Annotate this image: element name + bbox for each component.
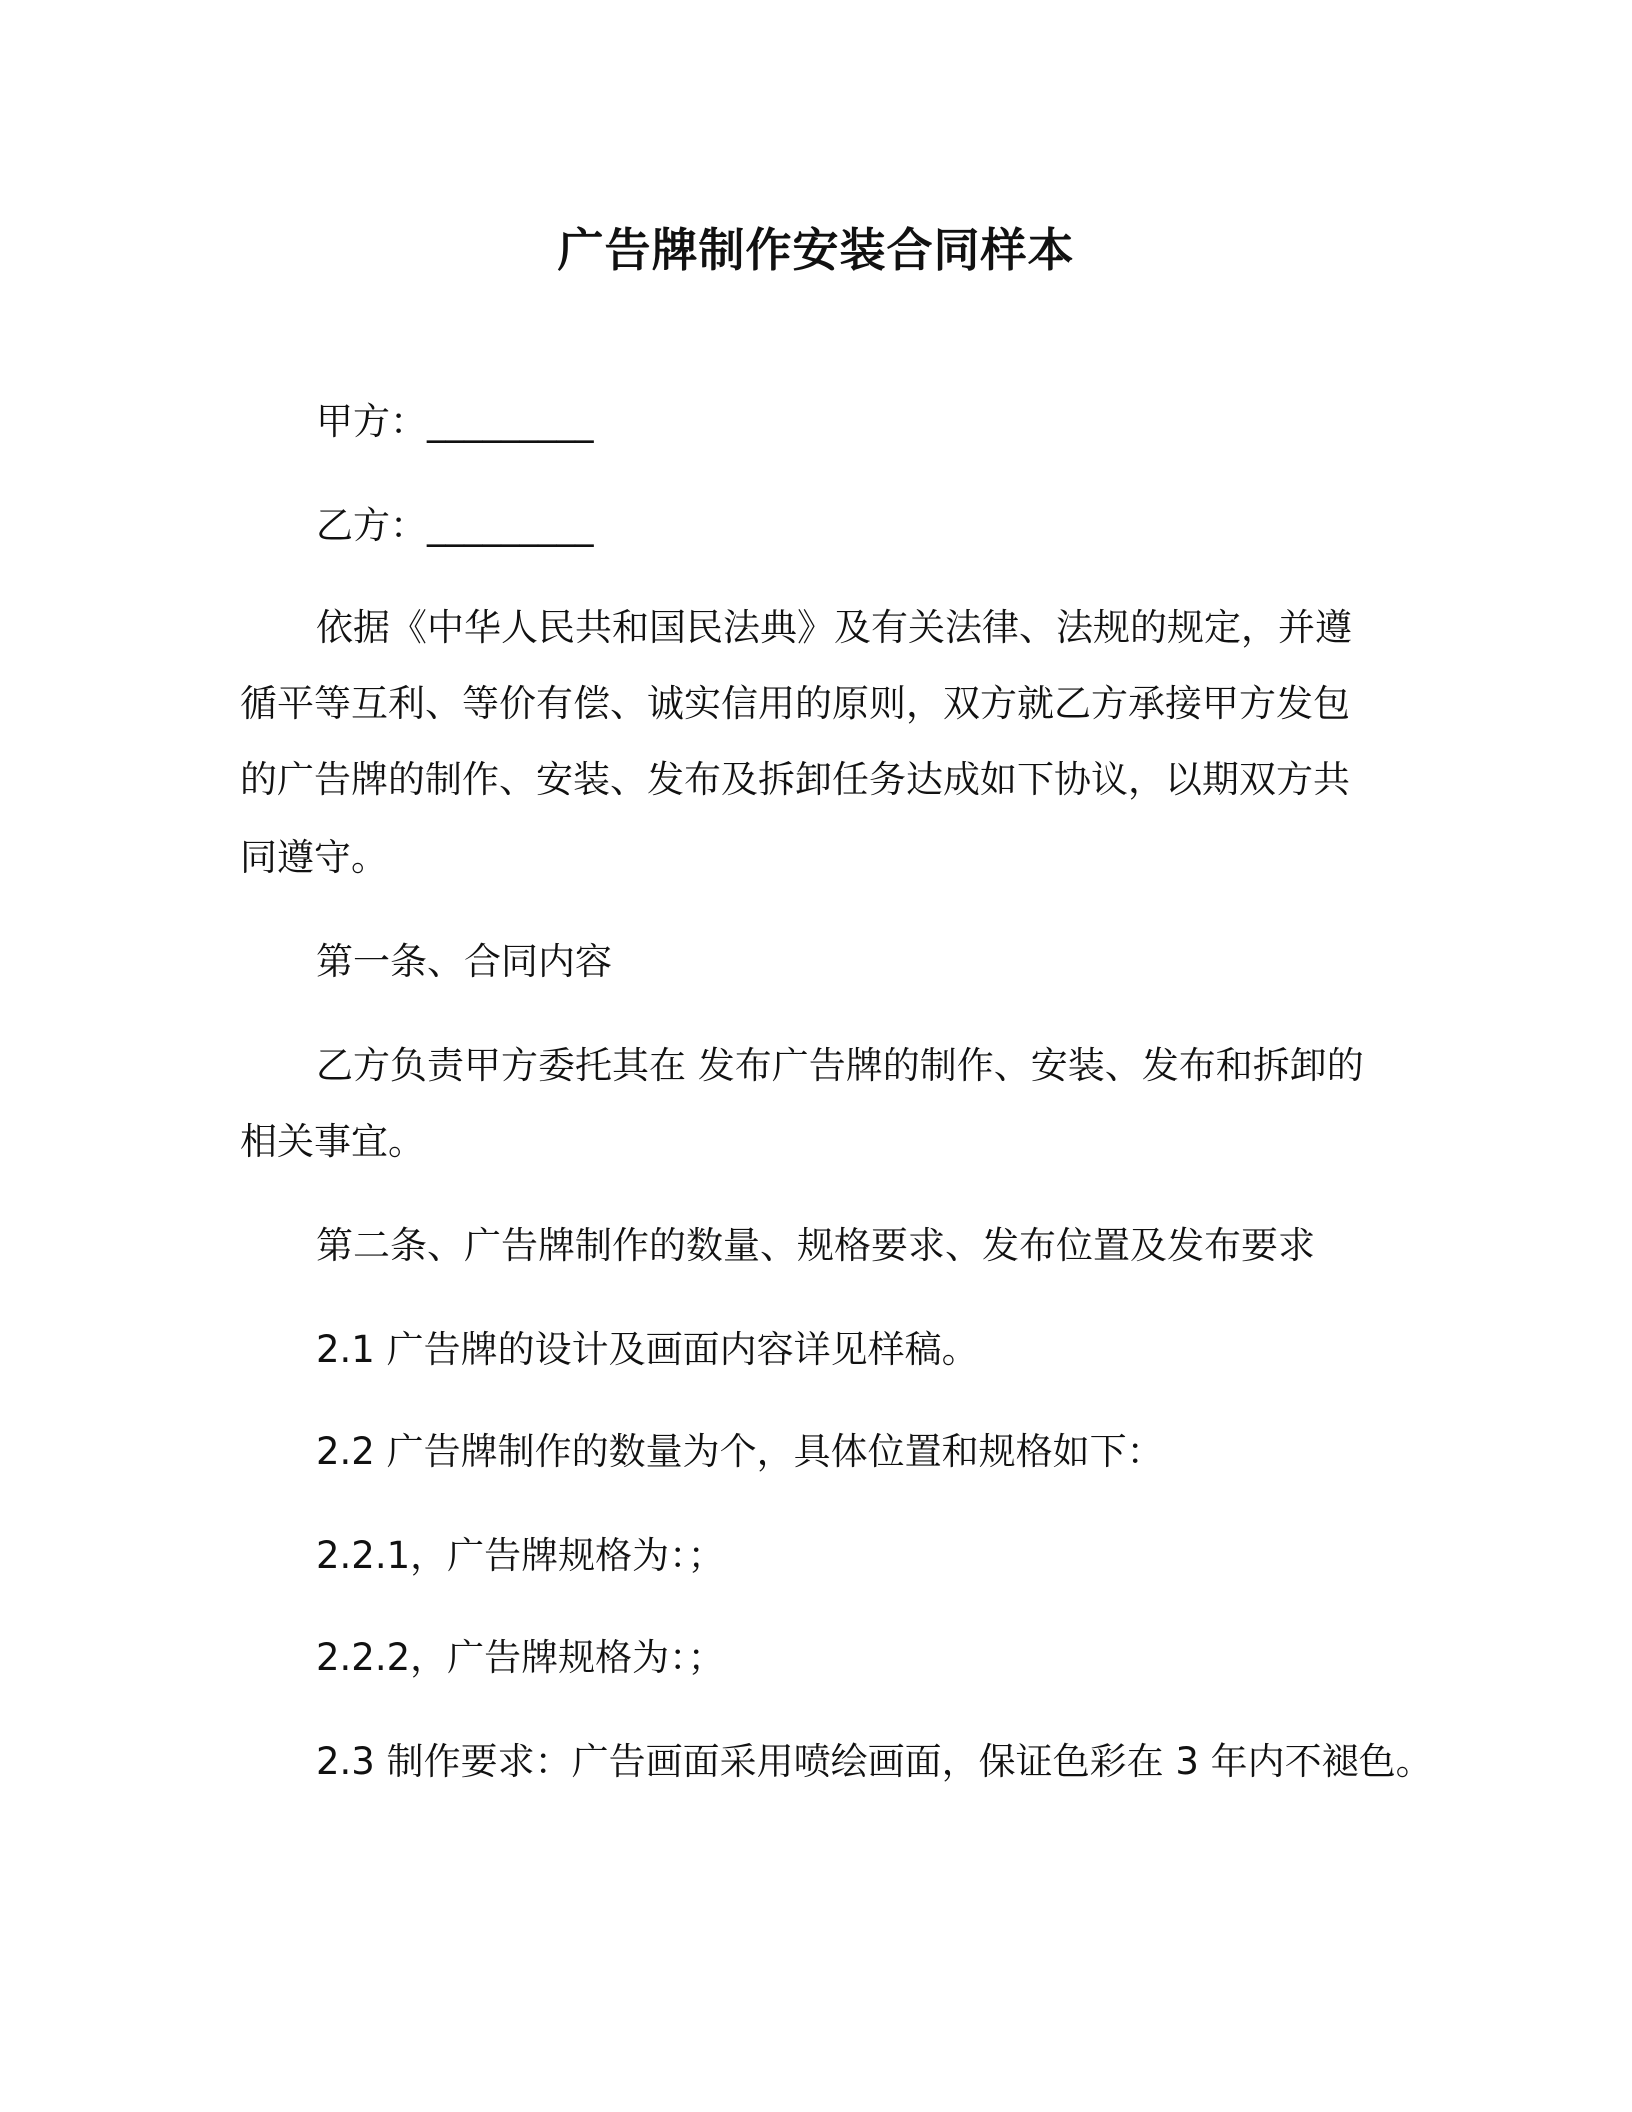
- article-1-line-2: 相关事宜。: [240, 1120, 425, 1163]
- preamble-line-3: 的广告牌的制作、安装、发布及拆卸任务达成如下协议，以期双方共: [240, 758, 1350, 801]
- item-2-3: 2.3 制作要求：广告画面采用喷绘画面，保证色彩在 3 年内不褪色。: [316, 1740, 1433, 1783]
- article-2-heading: 第二条、广告牌制作的数量、规格要求、发布位置及发布要求: [316, 1224, 1315, 1267]
- party-a-line: 甲方：_________: [316, 400, 594, 443]
- item-2-1: 2.1 广告牌的设计及画面内容详见样稿。: [316, 1328, 979, 1371]
- preamble-line-4: 同遵守。: [240, 836, 388, 879]
- article-1-line-1: 乙方负责甲方委托其在 发布广告牌的制作、安装、发布和拆卸的: [316, 1044, 1364, 1087]
- item-2-2: 2.2 广告牌制作的数量为个，具体位置和规格如下：: [316, 1430, 1164, 1473]
- item-2-2-1: 2.2.1，广告牌规格为：；: [316, 1534, 725, 1577]
- party-b-line: 乙方：_________: [316, 504, 594, 547]
- preamble-line-1: 依据《中华人民共和国民法典》及有关法律、法规的规定，并遵: [316, 606, 1352, 649]
- document-title: 广告牌制作安装合同样本: [557, 223, 1075, 277]
- item-2-2-2: 2.2.2，广告牌规格为：；: [316, 1636, 725, 1679]
- article-1-heading: 第一条、合同内容: [316, 940, 612, 983]
- preamble-line-2: 循平等互利、等价有偿、诚实信用的原则，双方就乙方承接甲方发包: [240, 682, 1350, 725]
